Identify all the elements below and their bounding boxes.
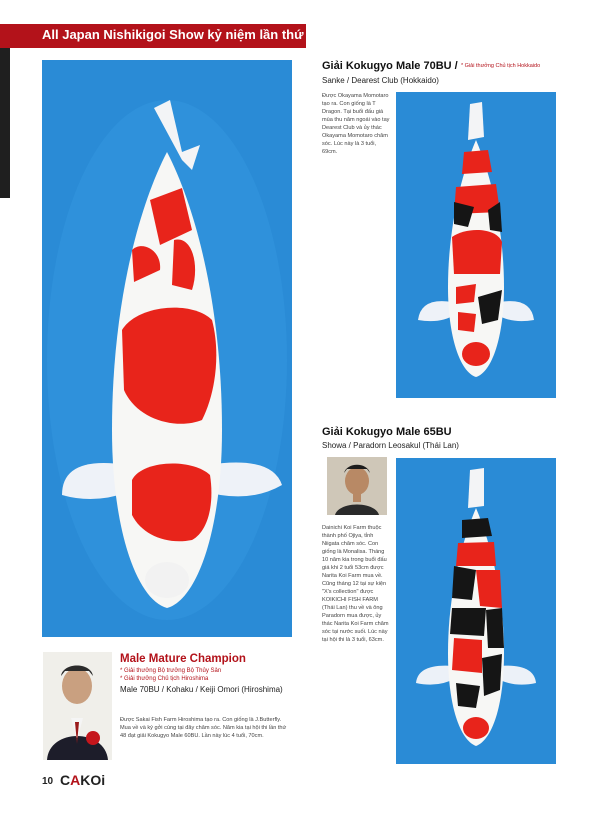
section-subtitle: Sanke / Dearest Club (Hokkaido) [322, 76, 439, 85]
award-line: * Giải thưởng Bộ trưởng Bộ Thủy Sản [120, 668, 222, 674]
owner-portrait [327, 457, 387, 515]
kohaku-koi-photo [42, 60, 292, 637]
section-title: Giải Kokugyo Male 65BU [322, 426, 452, 438]
owner-portrait [43, 652, 112, 760]
sanke-koi-photo [396, 92, 556, 398]
section-title: Male Mature Champion [120, 653, 246, 665]
magazine-logo: CAKOi [60, 772, 106, 788]
page-title: All Japan Nishikigoi Show kỷ niệm lần thứ 50 [42, 27, 322, 42]
showa-koi-photo [396, 458, 556, 764]
section-subtitle: Male 70BU / Kohaku / Keiji Omori (Hiroshima) [120, 685, 283, 694]
section-body: Dainichi Koi Farm thuộc thành phố Ojiya, tỉnh Niigata chăm sóc. Con giống là Monalisa. Tháng 10 năm kia trong buổi đấu giá khi 2 tuổi 53cm được Narita Koi Farm mua về. Cũng tháng 12 tại sự kiện "X's collection" được KOIKICHI FISH FARM (Thái Lan) thu về và ông Paradorn mua được, ủy thác Narita Koi Farm chăm sóc tại nước suối. Lúc này tại hội thi là 3 tuổi, 63cm. [322, 525, 389, 643]
award-line: * Giải thưởng Chủ tịch Hokkaido [461, 63, 541, 69]
award-line: * Giải thưởng Chủ tịch Hiroshima [120, 676, 209, 682]
section-title: Giải Kokugyo Male 70BU / [322, 60, 458, 72]
corner-accent [0, 48, 10, 198]
section-body: Được Okayama Momotaro tạo ra. Con giống là T Dragon. Tại buổi đấu giá mùa thu năm ngoái vào tay Dearest Club và ủy thác Okayama Momotaro chăm sóc. Lúc này là 3 tuổi, 69cm. [322, 93, 390, 155]
section-subtitle: Showa / Paradorn Leosakul (Thái Lan) [322, 441, 459, 450]
page-number: 10 [42, 776, 54, 787]
section-body: Được Sakai Fish Farm Hiroshima tạo ra. Con giống là J.Butterfly. Mua về và ký gởi cùng tại đây chăm sóc. Năm kia tại hội thi lần thứ 48 đạt giải Kokugyo Male 60BU. Lần này lúc 4 tuổi, 70cm. [120, 717, 287, 739]
